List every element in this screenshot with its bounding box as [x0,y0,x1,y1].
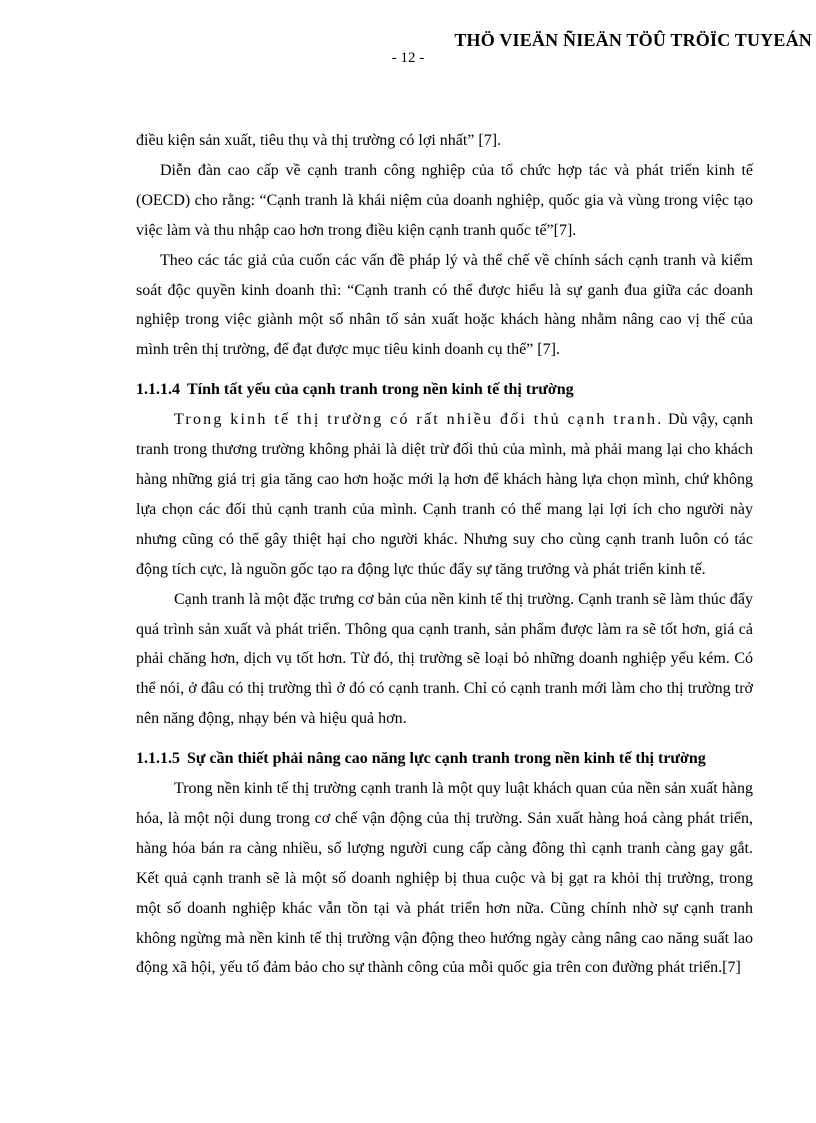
section-title: Tính tất yếu của cạnh tranh trong nền kinh tế thị trường [187,381,574,399]
paragraph-competitiveness-need: Trong nền kinh tế thị trường cạnh tranh là một quy luật khách quan của nền sản xuất hàng hóa, là một nội dung trong cơ chế vận động của thị trường. Sản xuất hàng hoá càng phát triển, hàng hóa bán ra càng nhiều, số lượng người cung cấp càng đông thì cạnh tranh càng gay gắt. Kết quả cạnh tranh sẽ là một số doanh nghiệp bị thua cuộc và bị gạt ra khỏi thị trường, trong một số doanh nghiệp khác vẫn tồn tại và phát triển hơn nữa. Cũng chính nhờ sự cạnh tranh không ngừng mà nền kinh tế thị trường vận động theo hướng ngày càng nâng cao năng suất lao động xã hội, yếu tố đảm bảo cho sự thành công của mỗi quốc gia trên con đường phát triển.[7] [136,780,753,977]
page-number: - 12 - [391,50,425,66]
paragraph-oecd-definition: Diễn đàn cao cấp về cạnh tranh công nghiệp của tổ chức hợp tác và phát triển kinh tế (OECD) cho rằng: “Cạnh tranh là khái niệm của doanh nghiệp, quốc gia và vùng trong việc tạo việc làm và thu nhập cao hơn trong điều kiện cạnh tranh quốc tế”[7]. [136,161,753,239]
paragraph-competition-characteristic: Cạnh tranh là một đặc trưng cơ bản của nền kinh tế thị trường. Cạnh tranh sẽ làm thúc đẩy quá trình sản xuất và phát triển. Thông qua cạnh tranh, sản phẩm được làm ra sẽ tốt hơn, giá cả phải chăng hơn, dịch vụ tốt hơn. Từ đó, thị trường sẽ loại bỏ những doanh nghiệp yếu kém. Có thể nói, ở đâu có thị trường thì ở đó có cạnh tranh. Chỉ có cạnh tranh mới làm cho thị trường trở nên năng động, nhạy bén và hiệu quả hơn. [136,590,753,728]
paragraph-rest: Dù vậy, cạnh tranh trong thương trường không phải là diệt trừ đối thủ của mình, mà phải mang lại cho khách hàng những giá trị gia tăng cao hơn hoặc mới lạ hơn để khách hàng lựa chọn mình, chứ không lựa chọn các đối thủ cạnh tranh của mình. Cạnh tranh có thể mang lại lợi ích cho người này nhưng cũng có thể gây thiệt hại cho người khác. Nhưng suy cho cùng cạnh tranh luôn có tác động tích cực, là nguồn gốc tạo ra động lực thúc đẩy sự tăng trưởng và phát triển kinh tế. [136,411,753,578]
paragraph-lead-spaced: Trong kinh tế thị trường có rất nhiều đối thủ cạnh tranh. [174,411,664,429]
library-header: THÖ VIEÄN ÑIEÄN TÖÛ TRÖÏC TUYEÁN [454,30,812,50]
document-body [136,126,753,983]
paragraph-competition-necessity [136,405,753,584]
paragraph-continuation: điều kiện sản xuất, tiêu thụ và thị trường có lợi nhất” [7]. [136,132,502,149]
section-number: 1.1.1.5 [136,750,180,768]
section-heading-1-1-1-4 [136,375,753,405]
paragraph-legal-definition: Theo các tác giả của cuốn các vấn đề pháp lý và thể chế về chính sách cạnh tranh và kiểm soát độc quyền kinh doanh thì: “Cạnh tranh có thể được hiểu là sự ganh đua giữa các doanh nghiệp trong việc giành một số nhân tố sản xuất hoặc khách hàng nhằm nâng cao vị thế của mình trên thị trường, để đạt được mục tiêu kinh doanh cụ thể” [7]. [136,251,753,359]
section-heading-1-1-1-5 [136,744,753,774]
section-title: Sự cần thiết phải nâng cao năng lực cạnh tranh trong nền kinh tế thị trường [187,750,706,768]
section-number: 1.1.1.4 [136,381,180,399]
